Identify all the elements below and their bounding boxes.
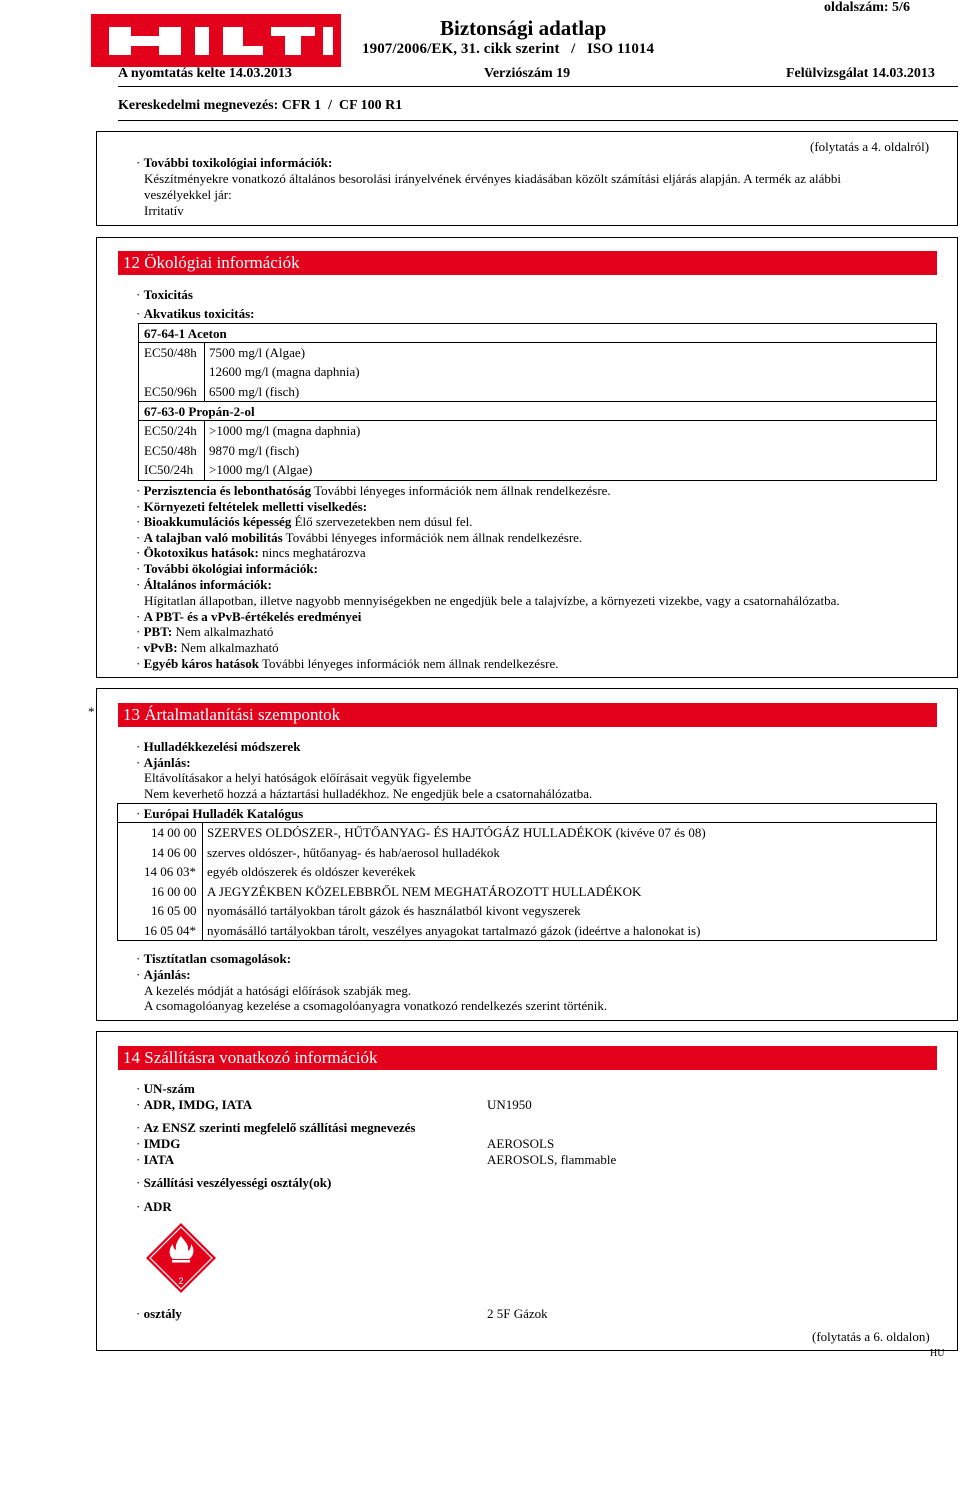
waste-desc: nyomásálló tartályokban tárolt gázok és használatból kivont vegyszerek bbox=[207, 903, 581, 918]
flammable-gas-diamond-icon bbox=[145, 1222, 217, 1294]
continued-on: (folytatás a 6. oldalon) bbox=[812, 1329, 930, 1344]
packaging-text: A kezelés módját a hatósági előírások szabják meg. bbox=[144, 983, 412, 998]
iata-value: AEROSOLS, flammable bbox=[487, 1152, 617, 1167]
un-number-heading: · UN-szám bbox=[136, 1081, 195, 1096]
imdg-value: AEROSOLS bbox=[487, 1136, 555, 1151]
table-value: 7500 mg/l (Algae) bbox=[209, 345, 306, 360]
toxicity-label: · Toxicitás bbox=[136, 287, 193, 302]
page-number: oldalszám: 5/6 bbox=[824, 0, 910, 15]
environment-behavior: · Környezeti feltételek melletti viselkedés: bbox=[136, 499, 368, 514]
waste-desc: SZERVES OLDÓSZER-, HŰTŐANYAG- ÉS HAJTÓGÁZ HULLADÉKOK (kivéve 07 és 08) bbox=[207, 825, 706, 840]
imdg-label: · IMDG bbox=[136, 1136, 181, 1151]
section-13-title: 13 Ártalmatlanítási szempontok bbox=[118, 703, 937, 727]
trade-name: Kereskedelmi megnevezés: CFR 1 / CF 100 R1 bbox=[118, 98, 403, 113]
general-info: · Általános információk: bbox=[136, 577, 272, 592]
table-key: EC50/48h bbox=[144, 345, 197, 360]
ecotoxic-effects: · Ökotoxikus hatások: nincs meghatározva bbox=[136, 545, 366, 560]
table-divider bbox=[204, 342, 205, 401]
adr-label: · ADR bbox=[136, 1199, 172, 1214]
section-12-title: 12 Ökológiai információk bbox=[118, 251, 937, 275]
un-number-label: · ADR, IMDG, IATA bbox=[136, 1097, 253, 1112]
more-eco-info: · További ökológiai információk: bbox=[136, 561, 318, 576]
section-14-title: 14 Szállításra vonatkozó információk bbox=[118, 1046, 937, 1070]
trade-divider bbox=[118, 120, 958, 121]
waste-desc: A JEGYZÉKBEN KÖZELEBBRŐL NEM MEGHATÁROZOTT HULLADÉKOK bbox=[207, 884, 642, 899]
uncleaned-packaging: · Tisztítatlan csomagolások: bbox=[136, 951, 292, 966]
version-number: Verziószám 19 bbox=[484, 66, 571, 81]
vpvb: · vPvB: Nem alkalmazható bbox=[136, 640, 279, 655]
table-value: >1000 mg/l (magna daphnia) bbox=[209, 423, 361, 438]
tox-heading: · További toxikológiai információk: bbox=[136, 155, 333, 170]
table-divider bbox=[138, 342, 937, 343]
shipping-name-heading: · Az ENSZ szerinti megfelelő szállítási megnevezés bbox=[136, 1120, 416, 1135]
waste-code: 14 06 00 bbox=[151, 845, 197, 860]
hilti-logo bbox=[91, 14, 341, 67]
revision-date: Felülvizsgálat 14.03.2013 bbox=[786, 66, 935, 81]
document-title: Biztonsági adatlap bbox=[440, 16, 607, 40]
persistence: · Perzisztencia és lebonthatóság További lényeges információk nem állnak rendelkezésre. bbox=[136, 483, 611, 498]
document-subtitle: 1907/2006/EK, 31. cikk szerint / ISO 11014 bbox=[362, 41, 655, 57]
un-number-value: UN1950 bbox=[487, 1097, 532, 1112]
recommendation: · Ajánlás: bbox=[136, 967, 191, 982]
table-divider bbox=[138, 420, 937, 421]
waste-code: 16 05 04* bbox=[144, 923, 196, 938]
header-divider bbox=[118, 86, 958, 87]
waste-code: 14 06 03* bbox=[144, 864, 196, 879]
table-divider bbox=[138, 401, 937, 402]
waste-code: 14 00 00 bbox=[151, 825, 197, 840]
recommendation: · Ajánlás: bbox=[136, 755, 191, 770]
waste-code: 16 05 00 bbox=[151, 903, 197, 918]
recommendation-text: Eltávolításakor a helyi hatóságok előírásait vegyük figyelembe bbox=[144, 770, 472, 785]
bioaccumulation: · Bioakkumulációs képesség Élő szervezetekben nem dúsul fel. bbox=[136, 514, 473, 529]
table-key: EC50/24h bbox=[144, 423, 197, 438]
catalog-heading: · Európai Hulladék Katalógus bbox=[136, 806, 304, 821]
table-key: EC50/48h bbox=[144, 443, 197, 458]
svg-text:2: 2 bbox=[178, 1276, 184, 1286]
other-effects: · Egyéb káros hatások További lényeges információk nem állnak rendelkezésre. bbox=[136, 656, 559, 671]
table-key: EC50/96h bbox=[144, 384, 197, 399]
table-key: IC50/24h bbox=[144, 462, 194, 477]
packaging-text: A csomagolóanyag kezelése a csomagolóanyagra vonatkozó rendelkezés szerint történik. bbox=[144, 998, 608, 1013]
table-value: 9870 mg/l (fisch) bbox=[209, 443, 300, 458]
table-divider bbox=[117, 822, 937, 823]
waste-methods: · Hulladékkezelési módszerek bbox=[136, 739, 301, 754]
soil-mobility: · A talajban való mobilitás További lényeges információk nem állnak rendelkezésre. bbox=[136, 530, 583, 545]
class-value: 2 5F Gázok bbox=[487, 1306, 548, 1321]
pbt-heading: · A PBT- és a vPvB-értékelés eredményei bbox=[136, 609, 362, 624]
waste-desc: szerves oldószer-, hűtőanyag- és hab/aerosol hulladékok bbox=[207, 845, 500, 860]
aquatic-label: · Akvatikus toxicitás: bbox=[136, 306, 255, 321]
section-14-box bbox=[96, 1031, 958, 1351]
tox-line: veszélyekkel jár: bbox=[144, 187, 232, 202]
hazard-class-heading: · Szállítási veszélyességi osztály(ok) bbox=[136, 1175, 332, 1190]
waste-desc: nyomásálló tartályokban tárolt, veszélyes anyagokat tartalmazó gázok (ideértve a halonokat is) bbox=[207, 923, 701, 938]
table-value: 12600 mg/l (magna daphnia) bbox=[209, 364, 360, 379]
tox-line: Irritatív bbox=[144, 203, 184, 218]
substance-name: 67-64-1 Aceton bbox=[144, 326, 227, 341]
continued-from: (folytatás a 4. oldalról) bbox=[810, 139, 930, 154]
table-value: 6500 mg/l (fisch) bbox=[209, 384, 300, 399]
waste-desc: egyéb oldószerek és oldószer keverékek bbox=[207, 864, 416, 879]
table-divider bbox=[204, 420, 205, 481]
pbt: · PBT: Nem alkalmazható bbox=[136, 624, 274, 639]
tox-line: Készítményekre vonatkozó általános besorolási irányelvének érvényes kiadásában közölt számítási eljárás alapján. A termék az alábbi bbox=[144, 171, 842, 186]
waste-code: 16 00 00 bbox=[151, 884, 197, 899]
general-info-text: Hígitatlan állapotban, illetve nagyobb mennyiségekben ne engedjük bele a talajvízbe, a környezeti vizekbe, vagy a csatornahálózatba. bbox=[144, 593, 840, 608]
iata-label: · IATA bbox=[136, 1152, 175, 1167]
class-label: · osztály bbox=[136, 1306, 182, 1321]
table-divider bbox=[202, 822, 203, 941]
recommendation-text: Nem keverhető hozzá a háztartási hulladékhoz. Ne engedjük bele a csatornahálózatba. bbox=[144, 786, 593, 801]
language-code: HU bbox=[930, 1348, 945, 1359]
table-value: >1000 mg/l (Algae) bbox=[209, 462, 313, 477]
print-date: A nyomtatás kelte 14.03.2013 bbox=[118, 66, 292, 81]
substance-name: 67-63-0 Propán-2-ol bbox=[144, 404, 255, 419]
change-marker: * bbox=[88, 704, 95, 719]
